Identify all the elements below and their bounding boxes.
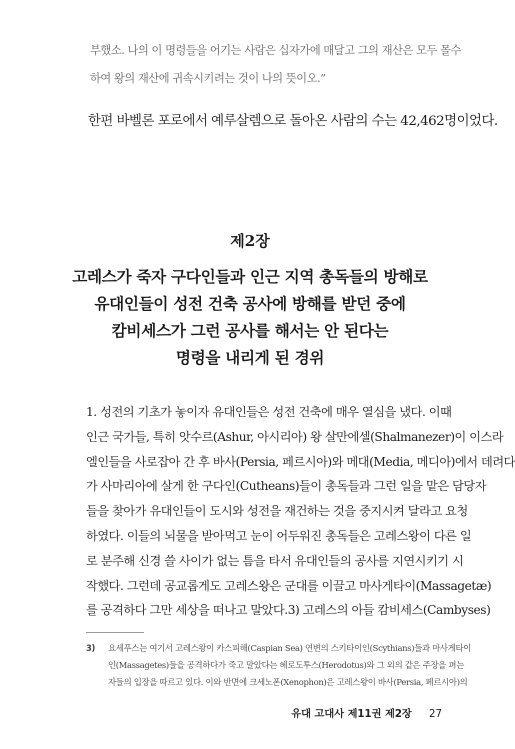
footnote-line: 자들의 입장을 따르고 있다. 이와 반면에 크세노폰(Xenophon)은 고레스왕이 바사(Persia, 페르시아)의 xyxy=(108,677,468,687)
body-line: 인근 국가들, 특히 앗수르(Ashur, 아시리아) 왕 살만에셀(Shalmanezer)이 이스라 xyxy=(86,429,504,444)
body-line: 로 분주해 신경 쓸 사이가 없는 틈을 타서 유대인들의 공사를 지연시키기 시 xyxy=(86,553,464,568)
chapter-title-line: 캄비세스가 그런 공사를 해서는 안 된다는 xyxy=(111,321,389,340)
footnote-marker: 3) xyxy=(86,643,96,653)
body-line: 를 공격하다 그만 세상을 떠나고 말았다.3) 고레스의 아들 캄비세스(Cambyses) xyxy=(86,603,491,618)
footnote xyxy=(86,640,472,691)
summary-sentence: 한편 바벨론 포로에서 예루살렘으로 돌아온 사람의 수는 42,462명이었다. xyxy=(88,114,498,129)
body-line: 하였다. 이들의 뇌물을 받아먹고 눈이 어두워진 총독들은 고레스왕이 다른 일 xyxy=(86,528,472,543)
running-footer xyxy=(291,705,442,720)
footnote-line: 인(Massagetes)들을 공격하다가 죽고 말았다는 헤로도투스(Herodotus)와 그 외의 같은 주장을 펴는 xyxy=(108,660,464,670)
quote-line: 하여 왕의 재산에 귀속시키려는 것이 나의 뜻이오.” xyxy=(90,72,326,85)
page-number: 27 xyxy=(429,709,442,720)
body-line: 가 사마리아에 살게 한 구다인(Cutheans)들이 총독들과 그런 일을 맡은 담당자 xyxy=(86,479,487,494)
book-title: 유대 고대사 제11권 제2장 xyxy=(291,709,412,720)
chapter-title-line: 유대인들이 성전 건축 공사에 방해를 받던 중에 xyxy=(94,294,406,313)
body-line: 작했다. 그런데 공교롭게도 고레스왕은 군대를 이끌고 마사게타이(Massagetæ) xyxy=(86,578,492,593)
body-line: 엘인들을 사로잡아 간 후 바사(Persia, 페르시아)와 메대(Media, 메디아)에서 데려다 xyxy=(86,454,515,469)
footnote-divider xyxy=(86,632,144,633)
quote-continuation xyxy=(90,37,460,93)
chapter-number: 제2장 xyxy=(230,232,270,250)
chapter-title-line: 명령을 내리게 된 경위 xyxy=(175,348,325,367)
chapter-title xyxy=(40,263,460,371)
chapter-title-line: 고레스가 죽자 구다인들과 인근 지역 총독들의 방해로 xyxy=(72,267,428,286)
body-line: 1. 성전의 기초가 놓이자 유대인들은 성전 건축에 매우 열심을 냈다. 이때 xyxy=(86,405,452,419)
footnote-line: 요세푸스는 여기서 고레스왕이 카스피해(Caspian Sea) 연변의 스키타이인(Scythians)들과 마사게타이 xyxy=(108,643,472,653)
body-line: 들을 찾아가 유대인들이 도시와 성전을 재건하는 것을 중지시켜 달라고 요청 xyxy=(86,504,468,519)
body-paragraph xyxy=(86,400,515,623)
quote-line: 부했소. 나의 이 명령들을 어기는 사람은 십자가에 매달고 그의 재산은 모두 몰수 xyxy=(90,44,461,57)
